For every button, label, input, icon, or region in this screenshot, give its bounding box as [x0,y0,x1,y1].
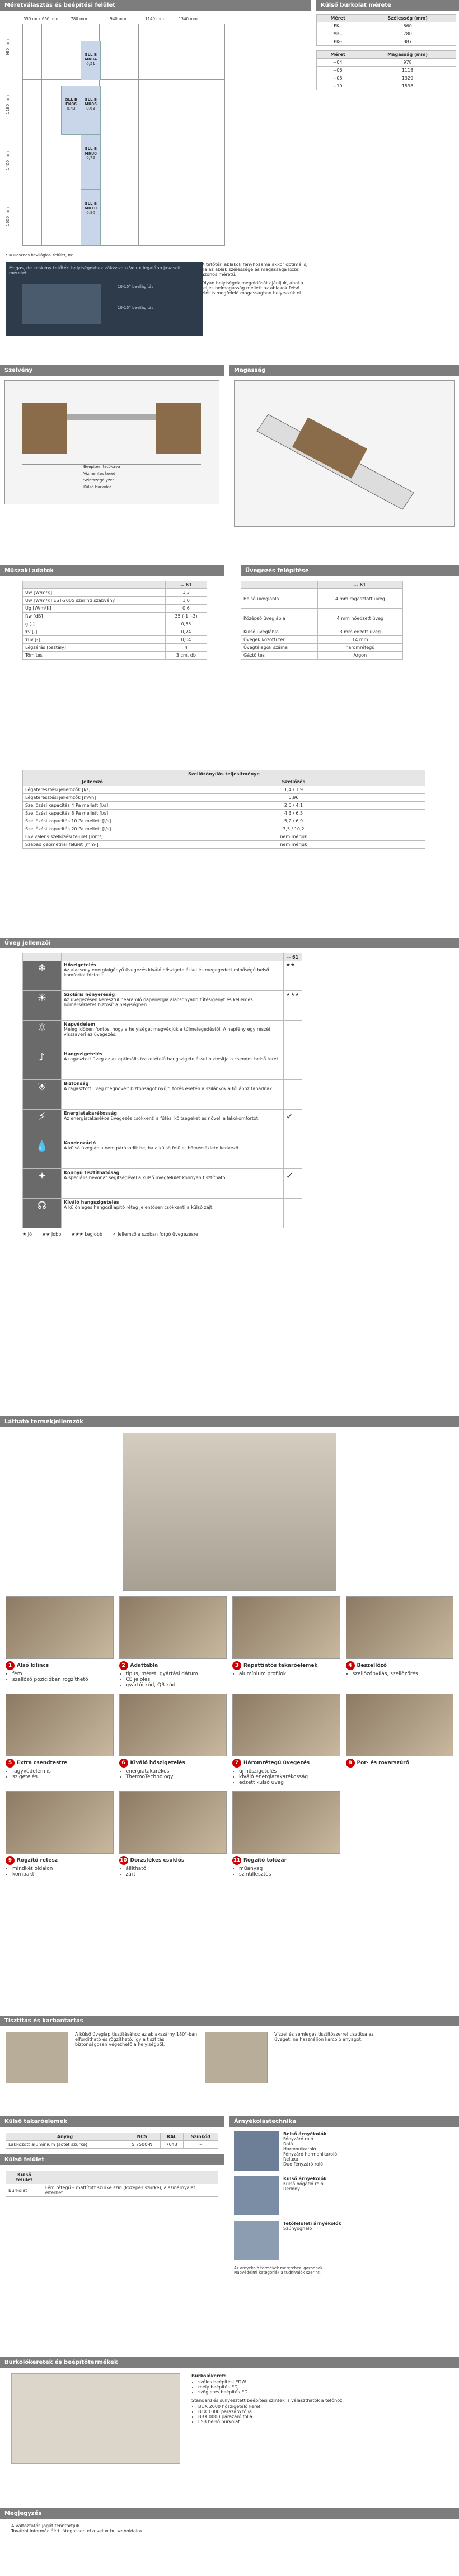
col-header: 1140 mm [145,17,164,21]
feature-11: 11 Rögzítő tolózár • műanyag • szintillesztés [232,1791,340,1877]
section-diagram [4,380,219,504]
blind-group-3: Tetőfelületi árnyékolók Szúnyogháló [234,2221,455,2260]
row-header: 1180 mm [6,95,10,114]
feature-5: 5 Extra csendtestre • fagyvédelem is • szigetelés [6,1694,114,1785]
height-header: Magasság [230,365,459,376]
section-drawing [5,381,218,504]
ventilation-table: Szellőzőnyílás teljesítménye Jellemző Szellőzés Légáteresztési jellemzők [l/s] 1,4 / 1,9 Légáteresztési jellemzők [m³/h] 5,96 Szellőzési kapacitás 4 Pa mellett [l/s] 2,5 / 4,1 Szellőzési kapacitás 8 Pa mellett [l/s] 4,3 / 6,3 Szellőzési kapacitás 10 Pa mellett [l/s] 5,2 / 6,9 Szellőzési kapacitás 20 Pa mellett [l/s] 7,5 / 10,2 Ekvivalens szellőzési felület [mm²] nem mérjük Szabad geometriai felület [mm²] nem mérjük [22,770,425,849]
cleaning-body: A külső üveglap tisztításához az ablakszárny 180°-ban elfordítható és rögzíthető, így a tisztítás biztonságosan végezhető a helyiségből. Vízzel és semleges tisztítószerrel tisztítsa az üveget, ne használjon karcoló anyagot. [0,2026,459,2089]
dims-legend: * = Hasznos beviláglási felület, m² [6,253,74,258]
glass-block [0,938,459,1237]
glazing-block [241,565,459,660]
feature-1: 1 Alsó kilincs • fém • szellőző pozícióban rögzíthető [6,1596,114,1688]
visible-grid [0,1596,459,1877]
dims-header: Méretválasztás és beépítési felület [0,0,311,11]
notes-body: A változtatás jogát fenntartjuk. További információért látogasson el a velux.hu weboldalra. [11,2523,143,2533]
cleaning-header: Tisztítás és karbantartás [0,2016,459,2026]
glass-legend: ★ Jó ★★ Jobb ★★★ Legjobb ✓ Jellemző a szóban forgó üvegezésre [22,1232,198,1237]
feature-10: 10 Dörzsfékes csuklós • állítható • zárt [119,1791,227,1877]
col-header: 660 mm [41,17,59,21]
section-block [0,365,224,509]
ext-cover2-header: Külső felület [0,2154,224,2165]
feature-2: 2 Adattábla • típus, méret, gyártási dátum • CE jelölés • gyártói kód, QR kód [119,1596,227,1688]
feature-4: 4 Beszellőző • szellőzőnyílás, szellőzőrés [346,1596,454,1688]
cleaning-image-2 [205,2032,268,2083]
section-label: Szintszegélyzet [83,478,114,483]
col-header: 1340 mm [179,17,198,21]
col-header: 940 mm [110,17,127,21]
size-cell[interactable]: GLL B MK06 0,63 [81,86,101,135]
accessories-header: Burkolókeretek és beépítőtermékek [0,2357,459,2368]
glass-table: -- 61 ❄ Hőszigetelés Az alacsony energiaigényű üvegezés kiváló hőszigeteléssel és megegedett minőségű belső komfortot biztosít. ★★ ☀ Szoláris hőnyereség Az üvegezésen keresztül beáramló napenergia alacsonyabb fűtésigényt és kellemes hőmérsékletet biztosít a helyiségben. ★★★ ☼ Napvédelem Meleg időben fontos, hogy a helyiséget megvédjük a túlmelegedéstől. A napfény egy részét visszaveri az üvegezés. ♪ Hangszigetelés A ragasztott üveg az az optimális összetételű hangszigeteléssel biztosítja a csendes belső teret. ⛨ Biztonság A ragasztott üveg megnövelt biztonságot nyújt; törés esetén a szilánkok a fóliához tapadnak. ⚡ Energiatakarékosság Az energiatakarékos üvegezés csökkenti a fűtési költségeket és növeli a lakókomfortot. ✓ 💧 Kondenzáció A külső üveglábla nem párásodik be, ha a külső felület hőmérséklete kedvező. ✦ Könnyű tisztíthatóság A speciális bevonat segítségével a külső üvegfelület könnyen tisztítható. ✓ ☊ Kiváló hangszigetelés A különleges hangcsillapító réteg jelentősen csökkenti a külső zajt. [22,953,302,1228]
blind-group-1: Belső árnyékolók Fényzáró roló Roló Harmonikaroló Fényzáró harmonikaroló Reluxa Duo fényzáró roló [234,2131,455,2171]
ext-header: Külső burkolat mérete [316,0,459,11]
accessories-body: Burkolókeret: • széles beépítési EDW • mély beépítés EDJ • szögletes beépítés ED Standard és süllyesztett beépítési szintek is választhatók a tetőhöz. • BDX 2000 hőszigetelő keret • BFX 1000 párazáró fólia • BBX 0000 párazáró fólia • LSB belső burkolat [0,2368,459,2470]
condensation-icon: 💧 [23,1139,62,1169]
dims-note: A tetőtéri ablakok fényhozama akkor optimális, ha az ablak szélessége és magassága közel azonos méretű. Olyan helyiségek megoldását ajánljuk, ahol a teljes belmagasság mellett az ablakok felső élét is megfelelő magasságban helyezzük el. [202,262,308,296]
blinds-note: Napvédelmi kategóriák a tudnivalók szerint. [234,2270,321,2275]
height-block [230,365,459,531]
row-header: 1600 mm [6,207,10,226]
accessories-block [0,2357,459,2470]
feature-7: 7 Háromrétegű üvegezés • új hőszigetelés • kiváló energiatakarékosság • edzett külső üveg [232,1694,340,1785]
blind-group-2: Külső árnyékolók Külső hőgátló roló Redőny [234,2176,455,2215]
ext-cover-block [0,2116,224,2203]
sun-protect-icon: ☼ [23,1021,62,1050]
row-header: 1400 mm [6,151,10,170]
blinds-header: Árnyékolástechnika [230,2116,459,2127]
cleaning-image [6,2032,68,2083]
glass-header: Üveg jellemzői [0,938,459,948]
thermal-icon: ❄ [23,961,62,991]
tech-block [0,565,224,660]
height-drawing [235,381,453,526]
size-grid-body [22,24,225,246]
ventilation-block [22,770,437,849]
section-label: Vízmentes keret [83,471,115,476]
sound-icon: ♪ [23,1050,62,1080]
noise-icon: ☊ [23,1199,62,1228]
notes-block [0,2508,459,2538]
size-cell[interactable]: GLL B MK04 0,51 [81,41,101,80]
tech-table: -- 61 Uw [W/m²K] 1,3 Uw [W/m²K] EST-2005 szerinti szabvány 1,0 Ug [W/m²K] 0,6 Rw [dB] 35 (-1; -3) g [-] 0,55 τv [-] 0,74 τuv [-] 0,04 Légzárás [osztály] 4 Tömítés 3 cm, db [22,581,207,660]
section-label: Beépítési tetőkáva [83,465,120,469]
dims-panel-labels: 10-15° bevilágítás 10-15° bevilágítás [118,284,154,310]
section-label: Külső burkolat [83,485,111,489]
glazing-table: -- 61 Belső üveglábla 4 mm ragasztott üveg Középső üveglábla 4 mm hőedzett üveg Külső üveglábla 3 mm edzett üveg Üvegek közötti tér 14 mm Üvegtálagok száma háromrétegű Gáztöltés Argon [241,581,403,660]
blind-image-2 [234,2176,279,2215]
ext-cover-header: Külső takaróelemek [0,2116,224,2127]
feature-6: 6 Kiváló hőszigetelés • energiatakarékos • ThermoTechnology [119,1694,227,1785]
ext-section [316,0,459,90]
ext-cover2-table: Külső felület Burkolat Fém rétegű – mattított szürke szín (közepes szürke), a színárnyalat eltérhet. [6,2171,218,2197]
size-cell[interactable]: GLL B MK08 0,72 [81,135,101,190]
dims-panel [6,262,203,336]
notes-header: Megjegyzés [0,2508,459,2519]
blinds-block [230,2116,459,2279]
safety-icon: ⛨ [23,1080,62,1110]
tech-header: Műszaki adatok [0,565,224,576]
col-header: 550 mm [23,17,40,21]
size-grid-cols [22,17,230,21]
glazing-header: Üvegezés felépítése [241,565,459,576]
feature-3: 3 Rápattintós takaróelemek • alumínium profilok [232,1596,340,1688]
section-header: Szelvény [0,365,224,376]
blinds-body [230,2127,459,2279]
size-cell[interactable]: GLL B MK10 0,80 [81,190,101,246]
height-diagram [234,380,455,527]
row-header: 980 mm [6,39,10,56]
dims-panel-text: Magas, de keskeny tetőtéri helyiségekhez válassza a Velux legalább javasolt méretét. [9,265,181,275]
size-grid [6,17,230,252]
blind-image-1 [234,2131,279,2171]
feature-9: 9 Rögzítő retesz • mindkét oldalon • kompakt [6,1791,114,1877]
sun-gain-icon: ☀ [23,991,62,1021]
cleaning-block [0,2016,459,2089]
cleaning-icon: ✦ [23,1169,62,1199]
visible-header: Látható termékjellemzők [0,1416,459,1427]
ext-height-table: Méret Magasság (mm) --04 978 --06 1118 --08 1329 --10 1598 [316,50,456,90]
room-illustration [22,284,101,324]
visible-block [0,1416,459,1877]
col-header: 780 mm [71,17,87,21]
accessories-image [11,2373,180,2464]
ext-width-table: Méret Szélesség (mm) FK-- 660 MK-- 780 PK-- 887 [316,14,456,46]
ext-cover-table: Anyag NCS RAL Színkód Lakkozott alumínium (sötét szürke) S 7500-N 7043 – [6,2133,218,2149]
blind-image-3 [234,2221,279,2260]
window-hero-image [123,1433,336,1591]
feature-8: 8 Por- és rovarszűrő [346,1694,454,1785]
dims-section [0,0,311,11]
blinds-note: Az árnyékoló termékek méretéhez igazodnak. [234,2266,324,2270]
energy-icon: ⚡ [23,1110,62,1139]
size-cell[interactable]: GLL B FK06 0,43 [61,86,81,135]
